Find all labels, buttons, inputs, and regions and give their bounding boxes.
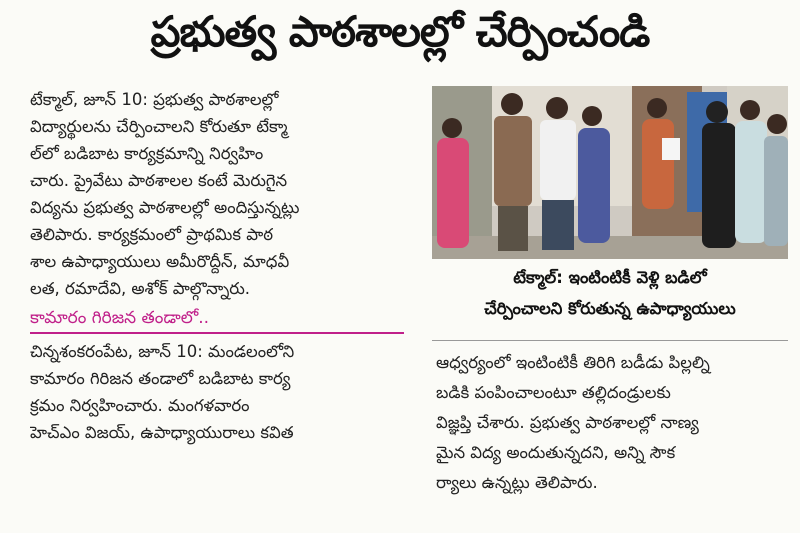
text-line: ల్‌లో బడిబాట కార్యక్రమాన్ని నిర్వహిం [30, 144, 264, 163]
text-line: ర్యాలు ఉన్నట్లు తెలిపారు. [436, 473, 598, 492]
photo-caption [432, 262, 788, 338]
text-line: హెచ్ఎం విజయ్, ఉపాధ్యాయురాలు కవిత [30, 423, 294, 442]
text-line: తెలిపారు. కార్యక్రమంలో ప్రాథమిక పాఠ [30, 225, 274, 244]
teachers-visiting-house-photo [432, 86, 788, 259]
text-line: కామారం గిరిజన తండాలో బడిబాట కార్య [30, 369, 291, 388]
news-photo [432, 86, 788, 259]
paragraph-continuation [436, 348, 788, 498]
text-line: టేక్మాల్, జూన్ 10: ప్రభుత్వ పాఠశాలల్లో [30, 90, 279, 109]
text-line: విజ్ఞప్తి చేశారు. ప్రభుత్వ పాఠశాలల్లో నాణ్య [436, 413, 699, 432]
section-subheading: కామారం గిరిజన తండాలో.. [30, 306, 404, 334]
text-line: క్రమం నిర్వహించారు. మంగళవారం [30, 396, 250, 415]
paragraph-kamaram [30, 338, 410, 446]
text-line: లత, రమాదేవి, అశోక్ పాల్గొన్నారు. [30, 279, 251, 298]
text-line: విద్యను ప్రభుత్వ పాఠశాలల్లో అందిస్తున్నట్లు [30, 198, 300, 217]
caption-line: టేక్మాల్: ఇంటింటికీ వెళ్లి బడిలో [513, 268, 707, 287]
text-line: బడికి పంపించాలంటూ తల్లిదండ్రులకు [436, 383, 671, 402]
text-line: చారు. ప్రైవేటు పాఠశాలల కంటే మెరుగైన [30, 171, 288, 190]
text-line: చిన్నశంకరంపేట, జూన్ 10: మండలంలోని [30, 342, 295, 361]
caption-divider [432, 340, 788, 341]
article-headline: ప్రభుత్వ పాఠశాలల్లో చేర్పించండి [150, 7, 650, 56]
text-line: మైన విద్య అందుతున్నదని, అన్ని సౌక [436, 443, 676, 462]
paragraph-tekmal [30, 86, 410, 302]
text-line: ఆధ్వర్యంలో ఇంటింటికీ తిరిగి బడీడు పిల్లల్ని [436, 353, 710, 372]
left-column [30, 86, 410, 446]
right-column [436, 348, 788, 498]
text-line: విద్యార్థులను చేర్పించాలని కోరుతూ టేక్మా [30, 117, 288, 136]
text-line: శాల ఉపాధ్యాయులు అమీరొద్దీన్, మాధవీ [30, 252, 290, 271]
caption-line: చేర్పించాలని కోరుతున్న ఉపాధ్యాయులు [484, 299, 736, 318]
